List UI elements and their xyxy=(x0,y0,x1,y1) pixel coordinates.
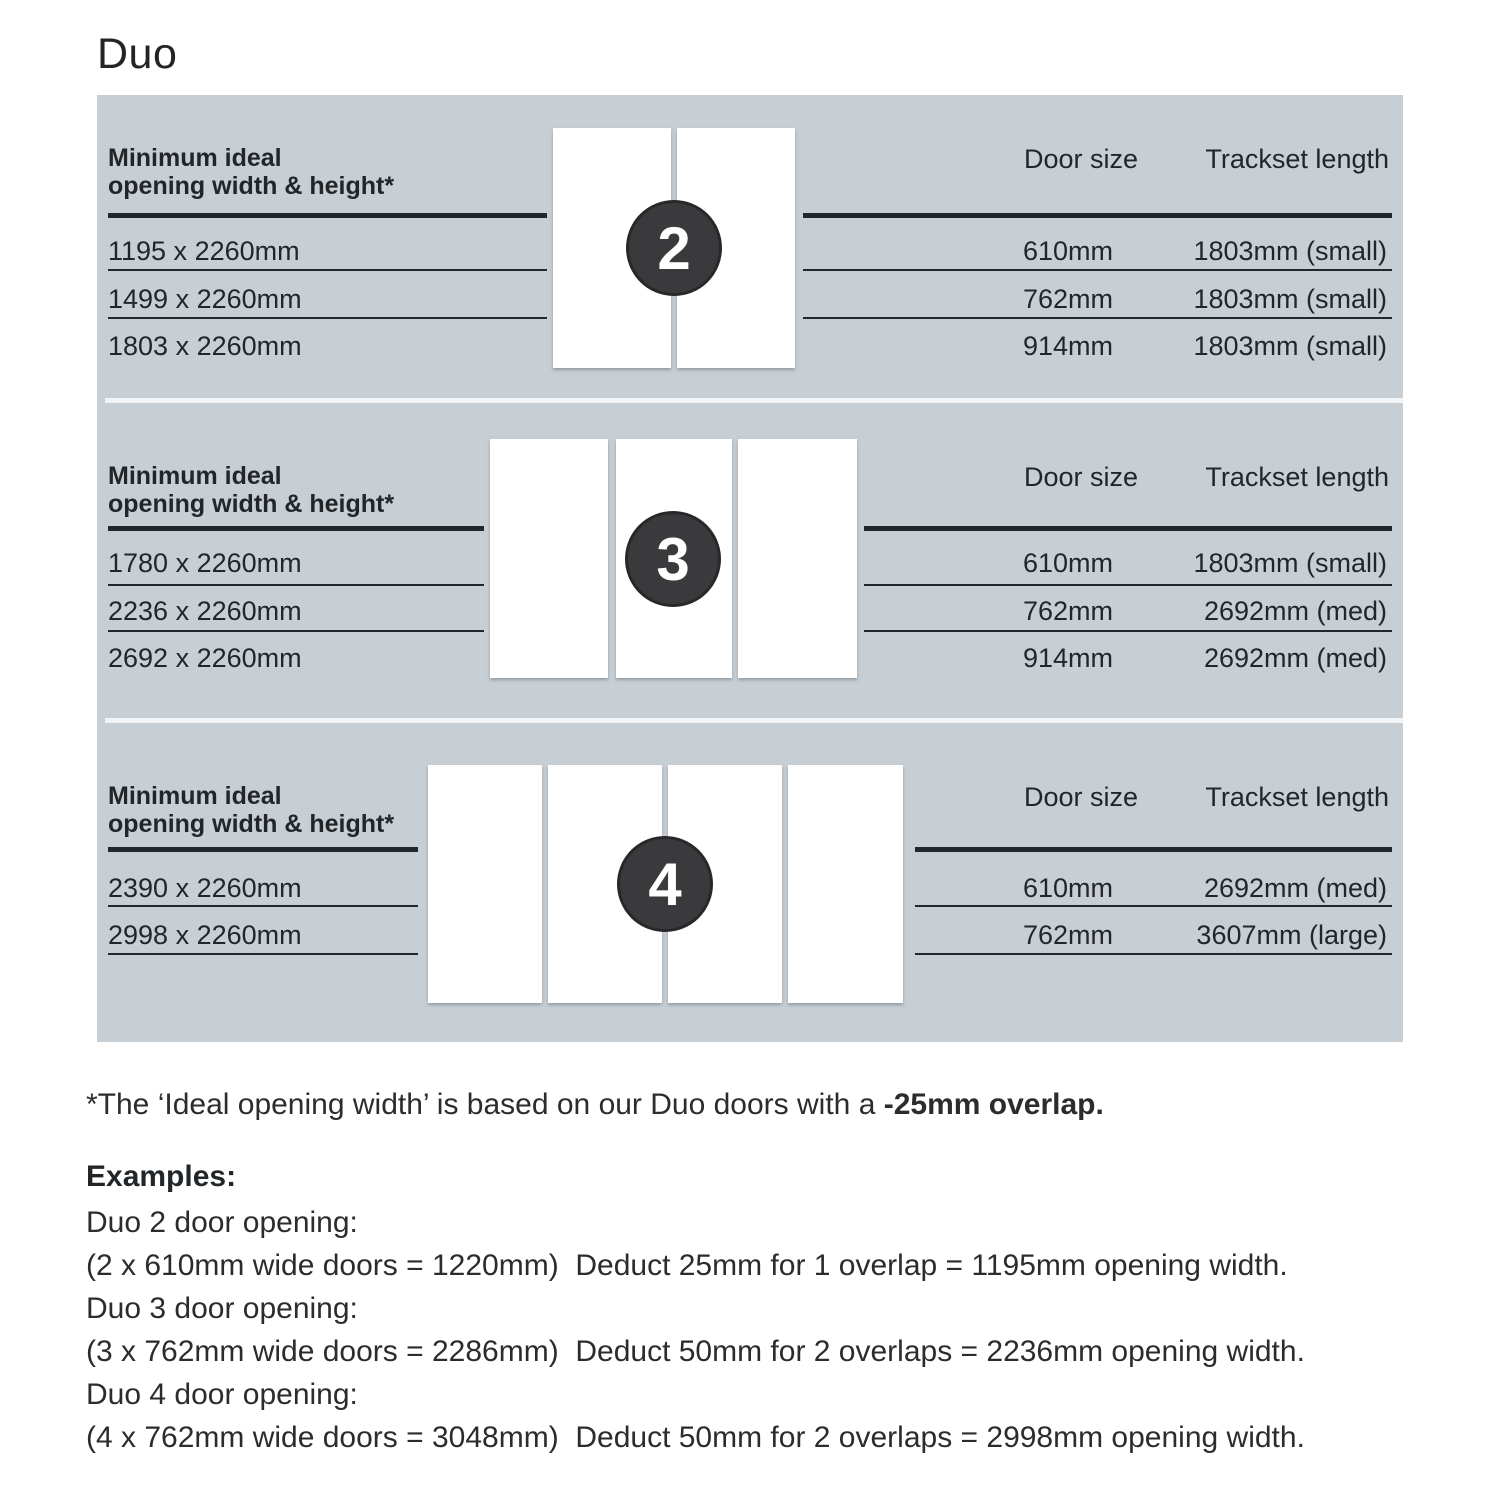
door-panel xyxy=(428,765,542,1003)
door-size-value: 610mm xyxy=(1022,236,1113,266)
header-underline xyxy=(803,213,1392,218)
door-size-header: Door size xyxy=(1023,144,1138,174)
opening-size-header-line1: Minimum ideal xyxy=(108,462,282,490)
row-divider xyxy=(864,630,1392,632)
row-divider xyxy=(803,317,1392,319)
opening-size-header xyxy=(108,462,394,518)
example-calculation: (3 x 762mm wide doors = 2286mm) Deduct 50mm for 2 overlaps = 2236mm opening width. xyxy=(86,1335,1305,1368)
trackset-value: 2692mm (med) xyxy=(1203,596,1387,626)
overlap-footnote-text: *The ‘Ideal opening width’ is based on our Duo doors with a xyxy=(86,1088,884,1121)
row-divider xyxy=(108,953,418,955)
example-label: Duo 3 door opening: xyxy=(86,1292,358,1325)
row-divider xyxy=(108,905,418,907)
opening-size-header-line1: Minimum ideal xyxy=(108,782,282,810)
door-count-badge: 4 xyxy=(617,836,713,932)
door-size-header: Door size xyxy=(1023,462,1138,492)
duo-spec-panel xyxy=(97,95,1403,1042)
opening-size-header-line2: opening width & height* xyxy=(108,172,395,200)
door-size-value: 762mm xyxy=(1022,284,1113,314)
opening-size-header-line2: opening width & height* xyxy=(108,490,395,518)
example-label: Duo 2 door opening: xyxy=(86,1206,358,1239)
door-size-value: 914mm xyxy=(1022,331,1113,361)
example-calculation: (2 x 610mm wide doors = 1220mm) Deduct 25mm for 1 overlap = 1195mm opening width. xyxy=(86,1249,1288,1282)
example-calculation: (4 x 762mm wide doors = 3048mm) Deduct 50mm for 2 overlaps = 2998mm opening width. xyxy=(86,1421,1305,1454)
opening-size-value: 2390 x 2260mm xyxy=(108,873,302,903)
trackset-length-header: Trackset length xyxy=(1205,782,1389,812)
door-size-value: 762mm xyxy=(1022,596,1113,626)
trackset-length-header: Trackset length xyxy=(1205,144,1389,174)
door-size-value: 914mm xyxy=(1022,643,1113,673)
header-underline xyxy=(108,847,418,852)
door-count-badge: 2 xyxy=(626,200,722,296)
opening-size-value: 2692 x 2260mm xyxy=(108,643,302,673)
overlap-footnote xyxy=(86,1088,1104,1122)
door-panel xyxy=(490,439,608,678)
header-underline xyxy=(915,847,1392,852)
trackset-value: 3607mm (large) xyxy=(1196,920,1387,950)
row-divider xyxy=(803,269,1392,271)
trackset-value: 1803mm (small) xyxy=(1193,548,1387,578)
examples-heading: Examples: xyxy=(86,1160,237,1193)
trackset-value: 2692mm (med) xyxy=(1203,873,1387,903)
door-count-badge: 3 xyxy=(625,511,721,607)
opening-size-value: 1780 x 2260mm xyxy=(108,548,302,578)
opening-size-header xyxy=(108,144,394,200)
door-size-value: 610mm xyxy=(1022,873,1113,903)
door-size-value: 762mm xyxy=(1022,920,1113,950)
header-underline xyxy=(864,526,1392,531)
page-title: Duo xyxy=(97,30,178,78)
row-divider xyxy=(108,630,484,632)
door-panel xyxy=(788,765,903,1003)
example-label: Duo 4 door opening: xyxy=(86,1378,358,1411)
trackset-value: 1803mm (small) xyxy=(1193,236,1387,266)
row-divider xyxy=(915,953,1392,955)
row-divider xyxy=(915,905,1392,907)
trackset-length-header: Trackset length xyxy=(1205,462,1389,492)
opening-size-value: 2998 x 2260mm xyxy=(108,920,302,950)
header-underline xyxy=(108,213,547,218)
opening-size-value: 1499 x 2260mm xyxy=(108,284,302,314)
opening-size-value: 2236 x 2260mm xyxy=(108,596,302,626)
opening-size-value: 1195 x 2260mm xyxy=(108,236,300,266)
opening-size-value: 1803 x 2260mm xyxy=(108,331,302,361)
row-divider xyxy=(864,584,1392,586)
door-panel xyxy=(738,439,857,678)
section-divider xyxy=(105,398,1403,403)
row-divider xyxy=(108,584,484,586)
row-divider xyxy=(108,269,547,271)
opening-size-header-line2: opening width & height* xyxy=(108,810,395,838)
trackset-value: 1803mm (small) xyxy=(1193,331,1387,361)
opening-size-header xyxy=(108,782,394,838)
trackset-value: 1803mm (small) xyxy=(1193,284,1387,314)
header-underline xyxy=(108,526,484,531)
section-divider xyxy=(105,718,1403,723)
overlap-footnote-bold: -25mm overlap. xyxy=(883,1088,1104,1121)
door-size-header: Door size xyxy=(1023,782,1138,812)
trackset-value: 2692mm (med) xyxy=(1203,643,1387,673)
door-size-value: 610mm xyxy=(1022,548,1113,578)
opening-size-header-line1: Minimum ideal xyxy=(108,144,282,172)
row-divider xyxy=(108,317,547,319)
